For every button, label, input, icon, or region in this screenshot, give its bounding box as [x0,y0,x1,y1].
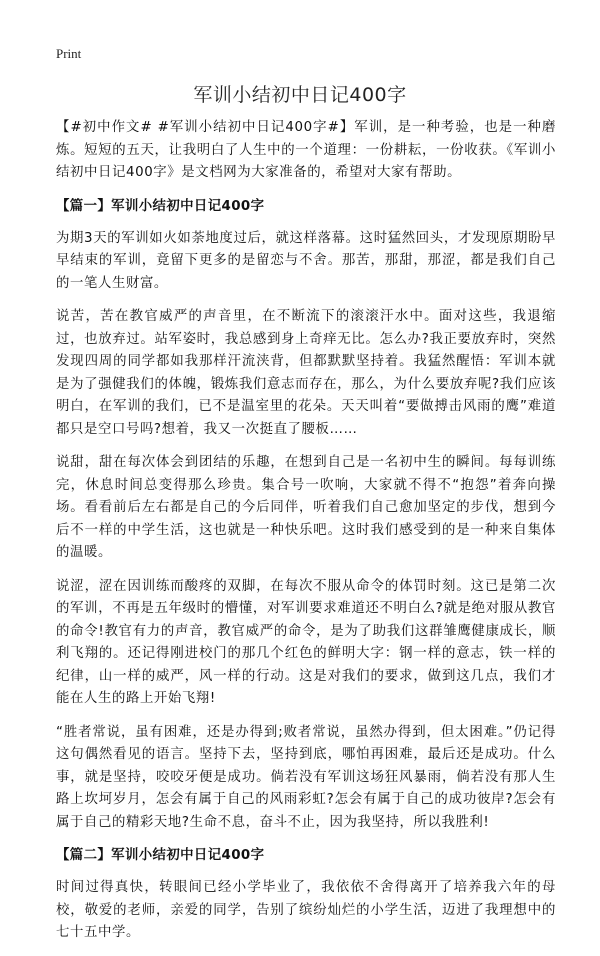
section-heading-2: 【篇二】军训小结初中日记400字 [56,848,265,863]
body-paragraph: 时间过得真快，转眼间已经小学毕业了，我依依不舍得离开了培养我六年的母校，敬爱的老师，亲爱的同学，告别了缤纷灿烂的小学生活，迈进了我理想中的七十五中学。 [56,880,556,940]
body-paragraph: 说苦，苦在教官威严的声音里，在不断流下的滚滚汗水中。面对这些，我退缩过，也放弃过。站军姿时，我总感到身上奇痒无比。怎么办?我正要放弃时，突然发现四周的同学都如我那样汗流浃背，但都默默坚持着。我猛然醒悟：军训本就是为了强健我们的体魄，锻炼我们意志而存在，那么，为什么要放弃呢?我们应该明白，在军训的我们，已不是温室里的花朵。天天叫着“要做搏击风雨的鹰”难道都只是空口号吗?想着，我又一次挺直了腰板…… [56,309,556,437]
body-paragraph: 说甜，甜在每次体会到团结的乐趣，在想到自己是一名初中生的瞬间。每每训练完，休息时间总变得那么珍贵。集合号一吹响，大家就不得不“抱怨”着奔向操场。看看前后左右都是自己的今后同伴，听着我们自己愈加坚定的步伐，想到今后不一样的中学生活，这也就是一种快乐吧。这时我们感受到的是一种来自集体的温暖。 [56,455,556,560]
article-body [56,117,556,956]
body-paragraph: 说涩，涩在因训练而酸疼的双脚，在每次不服从命令的体罚时刻。这已是第二次的军训，不再是五年级时的懵懂，对军训要求难道还不明白么?就是绝对服从教官的命令!教官有力的声音，教官威严的命令，是为了助我们这群雏鹰健康成长，顺利飞翔的。还记得刚进校门的那几个红色的鲜明大字：钢一样的意志，铁一样的纪律，山一样的威严，风一样的行动。这是对我们的要求，做到这几点，我们才能在人生的路上开始飞翔! [56,578,556,706]
intro-paragraph: 【#初中作文# #军训小结初中日记400字#】军训，是一种考验，也是一种磨炼。短短的五天，让我明白了人生中的一个道理：一份耕耘，一份收获。《军训小结初中日记400字》是文档网为大家准备的，希望对大家有帮助。 [56,120,556,180]
page-title: 军训小结初中日记400字 [193,84,407,106]
print-link[interactable]: Print [56,46,82,61]
section-heading-1: 【篇一】军训小结初中日记400字 [56,198,265,214]
body-paragraph: 为期3天的军训如火如荼地度过后，就这样落幕。这时猛然回头，才发现原期盼早早结束的军训，竟留下更多的是留恋与不舍。那苦，那甜，那涩，都是我们自己的一笔人生财富。 [56,230,556,291]
body-paragraph: “胜者常说，虽有困难，还是办得到;败者常说，虽然办得到，但太困难。”仍记得这句偶然看见的语言。坚持下去，坚持到底，哪怕再困难，最后还是成功。什么事，就是坚持，咬咬牙便是成功。倘若没有军训这场狂风暴雨，倘若没有那人生路上坎坷岁月，怎会有属于自己的风雨彩虹?怎会有属于自己的成功彼岸?怎会有属于自己的精彩天地?生命不息，奋斗不止，因为我坚持，所以我胜利! [56,724,556,830]
